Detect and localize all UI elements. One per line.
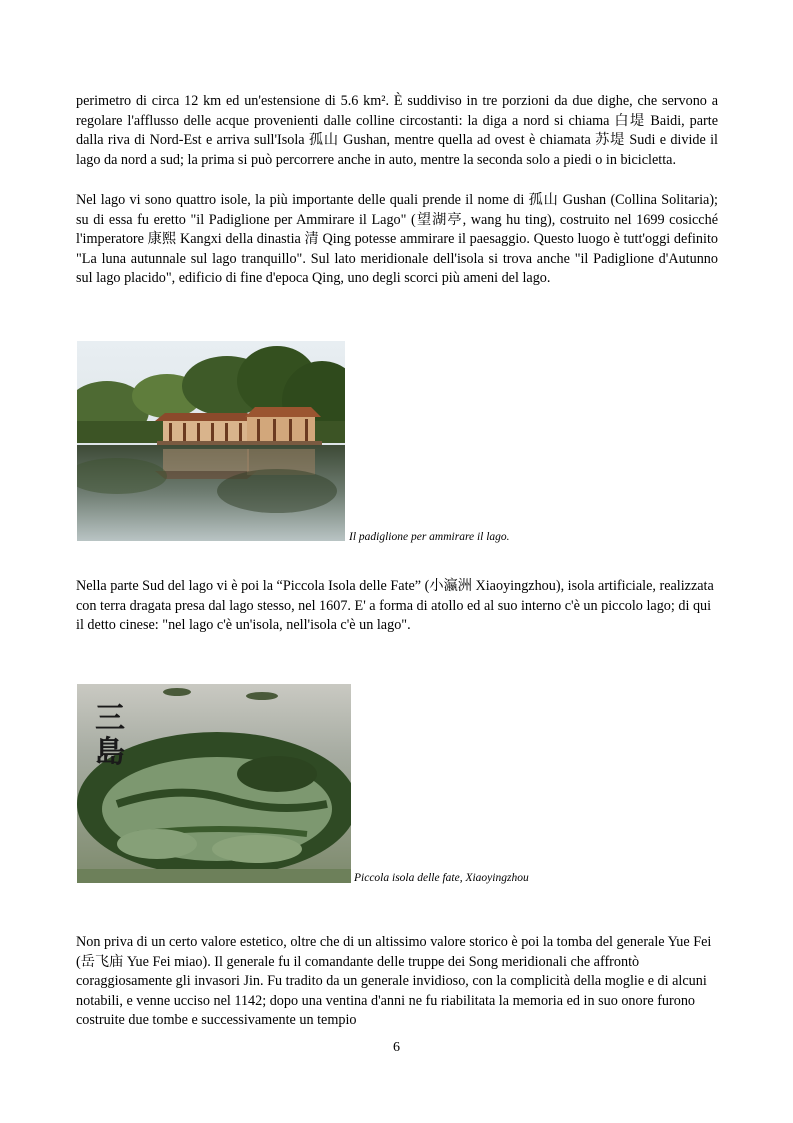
paragraph-xiaoyingzhou: Nella parte Sud del lago vi è poi la “Piccola Isola delle Fate” (小瀛洲 Xiaoyingzhou), isola artificiale, realizzata con terra dragata presa dal lago stesso, nel 1607. E' a forma di atollo ed al suo interno c'è un piccolo lago; di qui il detto cinese: "nel lago c'è un'isola, nell'isola c'è un lago". [76, 578, 714, 634]
figure-xiaoyingzhou-caption: Piccola isola delle fate, Xiaoyingzhou [354, 872, 529, 884]
paragraph-islands: Nel lago vi sono quattro isole, la più importante delle quali prende il nome di 孤山 Gushan (Collina Solitaria); su di essa fu eretto "il Padiglione per Ammirare il Lago" (望湖亭, wang hu ting), costruito nel 1699 cosicché l'imperatore 康熙 Kangxi della dinastia 清 Qing potesse ammirare il paesaggio. Questo luogo è tutt'oggi definito "La luna autunnale sul lago tranquillo". Sul lato meridionale dell'isola si trova anche "il Padiglione d'Autunno sul lago placido", edificio di fine d'epoca Qing, uno degli scorci più ameni del lago. [76, 192, 718, 287]
paragraph-dikes: perimetro di circa 12 km ed un'estensione di 5.6 km². È suddiviso in tre porzioni da due dighe, che servono a regolare l'afflusso delle acque provenienti dalle colline circostanti: la diga a nord si chiama 白堤 Baidi, parte dalla riva di Nord-Est e arriva sull'Isola 孤山 Gushan, mentre quella ad ovest è chiamata 苏堤 Sudi e divide il lago da nord a sud; la prima si può percorrere anche in auto, mentre la seconda solo a piedi o in bicicletta. [76, 93, 718, 168]
page-number: 6 [393, 1040, 400, 1055]
pavilion-photo [77, 341, 345, 541]
figure-xiaoyingzhou [77, 684, 351, 883]
calligraphy-title: 三島 [95, 701, 125, 770]
figure-pavilion-caption: Il padiglione per ammirare il lago. [349, 531, 510, 543]
paragraph-yue-fei: Non priva di un certo valore estetico, oltre che di un altissimo valore storico è poi la tomba del generale Yue Fei (岳飞庙 Yue Fei miao). Il generale fu il comandante delle truppe dei Song meridionali che affrontò coraggiosamente gli invasori Jin. Fu tradito da un generale invidioso, con la complicità della moglie e di alcuni notabili, e venne ucciso nel 1142; dopo una ventina d'anni ne fu riabilitata la memoria ed in suo onore furono costruite due tombe e successivamente un tempio [76, 934, 712, 1029]
figure-pavilion [77, 341, 345, 541]
pavilion-illustration [77, 341, 345, 541]
xiaoyingzhou-photo [77, 684, 351, 883]
